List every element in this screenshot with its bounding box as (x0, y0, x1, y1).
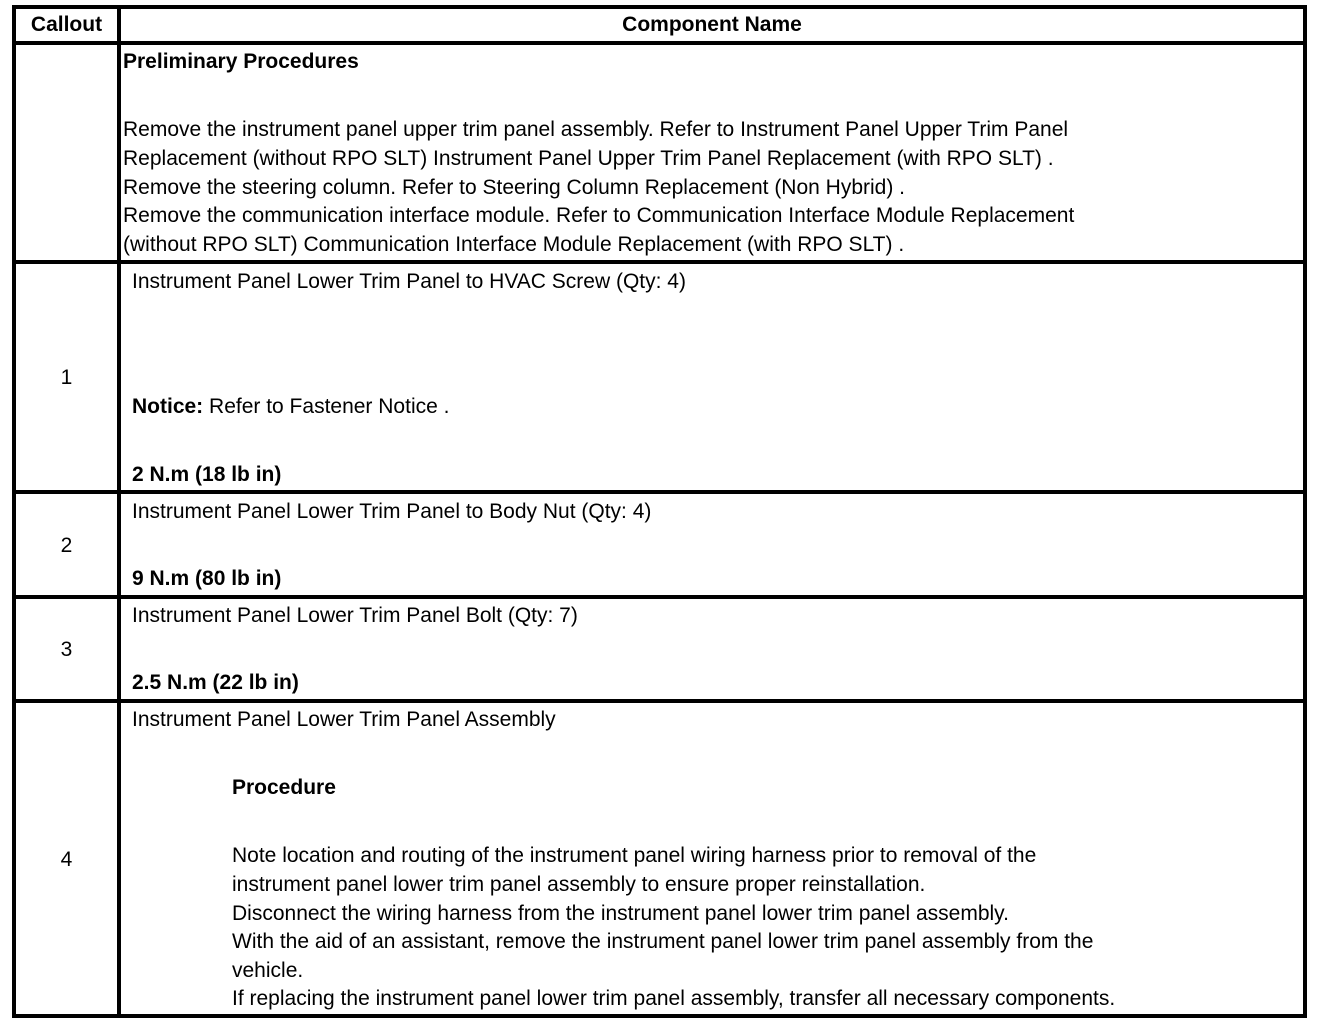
procedure-line: instrument panel lower trim panel assembly to ensure proper reinstallation. (232, 873, 926, 896)
procedure-line: vehicle. (232, 959, 304, 982)
torque-spec: 2.5 N.m (22 lb in) (132, 671, 299, 694)
component-name: Instrument Panel Lower Trim Panel to HVAC Screw (Qty: 4) (132, 270, 686, 293)
preliminary-line: Remove the steering column. Refer to Steering Column Replacement (Non Hybrid) . (123, 176, 906, 199)
preliminary-line: Remove the instrument panel upper trim panel assembly. Refer to Instrument Panel Upper Trim Panel (123, 118, 1069, 141)
header-component-name: Component Name (622, 13, 802, 36)
preliminary-title: Preliminary Procedures (123, 50, 359, 73)
procedure-title: Procedure (232, 776, 336, 799)
procedure-line: Disconnect the wiring harness from the instrument panel lower trim panel assembly. (232, 902, 1009, 925)
row-divider (12, 699, 1307, 703)
callout-number: 2 (60, 534, 73, 557)
procedure-line: If replacing the instrument panel lower trim panel assembly, transfer all necessary components. (232, 987, 1116, 1010)
row-divider (12, 260, 1307, 264)
header-divider (12, 41, 1307, 45)
header-callout: Callout (30, 13, 103, 36)
table-border-bottom (12, 1014, 1307, 1018)
procedure-line: Note location and routing of the instrument panel wiring harness prior to removal of the (232, 844, 1037, 867)
callout-number: 1 (60, 366, 73, 389)
component-name: Instrument Panel Lower Trim Panel Assembly (132, 708, 556, 731)
table-border-right (1303, 5, 1307, 1018)
procedure-line: With the aid of an assistant, remove the instrument panel lower trim panel assembly from the (232, 930, 1094, 953)
notice-label: Notice: (132, 395, 204, 418)
column-divider (117, 5, 121, 1018)
callout-number: 3 (60, 638, 73, 661)
row-divider (12, 490, 1307, 494)
preliminary-line: (without RPO SLT) Communication Interface Module Replacement (with RPO SLT) . (123, 233, 905, 256)
preliminary-line: Remove the communication interface module. Refer to Communication Interface Module Replacement (123, 204, 1075, 227)
table-border-top (12, 5, 1307, 9)
notice (132, 392, 449, 421)
torque-spec: 2 N.m (18 lb in) (132, 463, 282, 486)
component-name: Instrument Panel Lower Trim Panel Bolt (Qty: 7) (132, 604, 578, 627)
callout-number: 4 (60, 848, 73, 871)
notice-text: Refer to Fastener Notice . (203, 395, 450, 418)
row-divider (12, 595, 1307, 599)
preliminary-line: Replacement (without RPO SLT) Instrument Panel Upper Trim Panel Replacement (with RPO SLT) . (123, 147, 1054, 170)
component-name: Instrument Panel Lower Trim Panel to Body Nut (Qty: 4) (132, 500, 652, 523)
torque-spec: 9 N.m (80 lb in) (132, 567, 282, 590)
